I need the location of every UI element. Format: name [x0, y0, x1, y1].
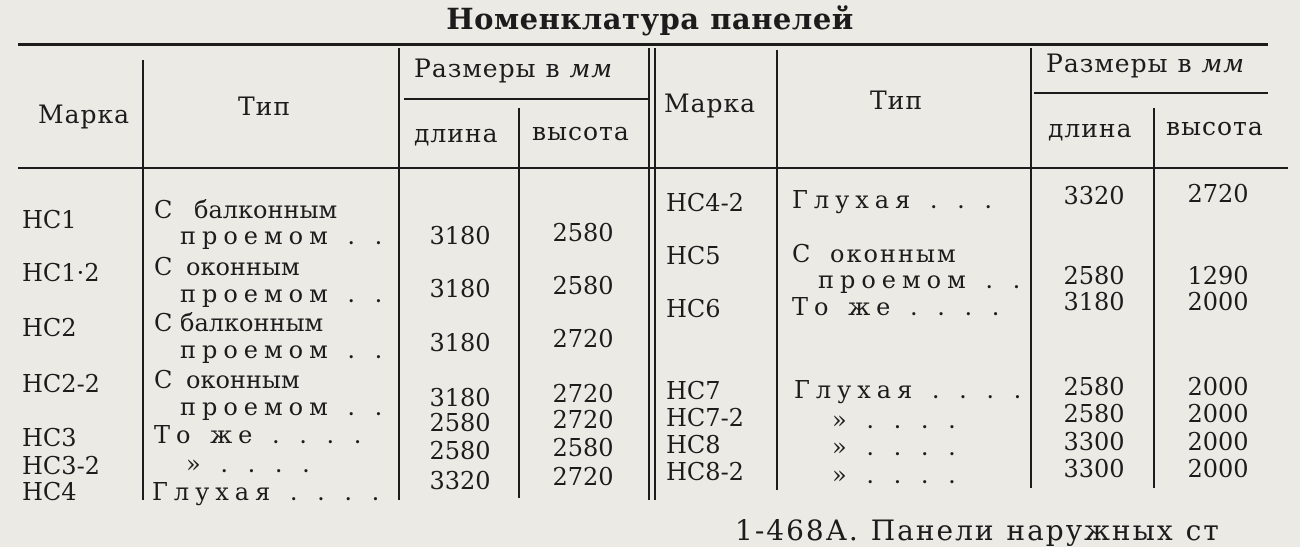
top-rule: [18, 43, 1268, 46]
row-length: 3320: [429, 467, 491, 495]
row-height: 2580: [552, 272, 614, 300]
row-length: 2580: [429, 437, 491, 465]
row-mark: НС1: [22, 206, 77, 234]
row-mark: НС8: [666, 431, 721, 459]
row-type: Глухая . . . .: [794, 376, 1028, 404]
row-length: 3300: [1063, 428, 1125, 456]
col-divider-7: [1153, 108, 1155, 488]
row-length: 3180: [429, 329, 491, 357]
col-divider-5: [776, 50, 778, 490]
row-type-cont: проемом . .: [180, 336, 389, 364]
row-length: 3180: [429, 222, 491, 250]
row-type: С балконным: [154, 196, 338, 224]
header-sizes-left: [414, 55, 613, 83]
row-height: 2720: [1187, 180, 1249, 208]
row-height: 2720: [552, 325, 614, 353]
header-sizes-unit: мм: [569, 54, 613, 83]
row-length: 2580: [1063, 262, 1125, 290]
col-divider-6: [1030, 48, 1032, 488]
col-divider-3: [518, 108, 520, 498]
double-divider-b: [654, 48, 656, 500]
header-sizes-label: Размеры в: [1046, 49, 1193, 78]
header-height-left: высота: [532, 117, 630, 146]
header-bottom-rule: [18, 167, 1288, 169]
row-mark: НС3-2: [22, 452, 100, 480]
row-mark: НС5: [666, 242, 721, 270]
row-height: 2720: [552, 406, 614, 434]
row-type: » . . . .: [186, 450, 316, 478]
header-sizes-unit: мм: [1201, 49, 1245, 78]
row-mark: НС6: [666, 295, 721, 323]
row-height: 2000: [1187, 373, 1249, 401]
row-mark: НС4: [22, 478, 77, 506]
row-height: 2000: [1187, 455, 1249, 483]
row-type: То же . . . .: [792, 293, 1006, 321]
header-type-right: Тип: [870, 86, 923, 115]
double-divider-a: [648, 48, 650, 500]
row-mark: НС2-2: [22, 370, 100, 398]
row-type: С балконным: [154, 309, 324, 337]
col-divider-2: [398, 48, 400, 500]
row-type: » . . . .: [832, 461, 962, 489]
row-mark: НС4-2: [666, 189, 744, 217]
col-divider-1: [142, 60, 144, 500]
header-sizes-right: [1046, 50, 1245, 78]
sizes-underline-right: [1034, 92, 1268, 94]
row-height: 2580: [552, 434, 614, 462]
row-type: » . . . .: [832, 433, 962, 461]
row-height: 1290: [1187, 262, 1249, 290]
row-height: 2720: [552, 380, 614, 408]
row-type-cont: проемом . .: [818, 266, 1027, 294]
row-type-cont: проемом . .: [180, 222, 389, 250]
header-mark-left: Марка: [38, 100, 131, 129]
row-length: 2580: [1063, 373, 1125, 401]
row-length: 3180: [429, 384, 491, 412]
row-height: 2000: [1187, 288, 1249, 316]
row-mark: НС7-2: [666, 404, 744, 432]
row-length: 2580: [1063, 400, 1125, 428]
row-type-cont: проемом . .: [180, 393, 389, 421]
sizes-underline-left: [404, 98, 648, 100]
row-length: 3320: [1063, 182, 1125, 210]
row-mark: НС2: [22, 314, 77, 342]
row-length: 3180: [429, 275, 491, 303]
row-height: 2580: [552, 219, 614, 247]
row-mark: НС7: [666, 377, 721, 405]
row-mark: НС8-2: [666, 458, 744, 486]
table-title: Номенклатура панелей: [446, 2, 854, 36]
row-type: » . . . .: [832, 406, 962, 434]
row-type: То же . . . .: [154, 421, 368, 449]
row-height: 2000: [1187, 400, 1249, 428]
row-mark: НС1·2: [22, 259, 100, 287]
row-type: С оконным: [154, 253, 300, 281]
row-height: 2720: [552, 463, 614, 491]
row-mark: НС3: [22, 424, 77, 452]
row-type: Глухая . . . .: [152, 478, 386, 506]
header-height-right: высота: [1166, 112, 1264, 141]
row-type: С оконным: [792, 240, 958, 268]
header-length-right: длина: [1048, 114, 1133, 143]
header-mark-right: Марка: [664, 89, 757, 118]
header-sizes-label: Размеры в: [414, 54, 561, 83]
row-type: Глухая . . .: [792, 186, 999, 214]
row-type-cont: проемом . .: [180, 280, 389, 308]
row-type: С оконным: [154, 366, 300, 394]
row-height: 2000: [1187, 428, 1249, 456]
header-type-left: Тип: [238, 92, 291, 121]
row-length: 3180: [1063, 288, 1125, 316]
row-length: 3300: [1063, 455, 1125, 483]
header-length-left: длина: [414, 119, 499, 148]
next-section-fragment: 1-468А. Панели наружных ст: [735, 514, 1221, 547]
row-length: 2580: [429, 409, 491, 437]
